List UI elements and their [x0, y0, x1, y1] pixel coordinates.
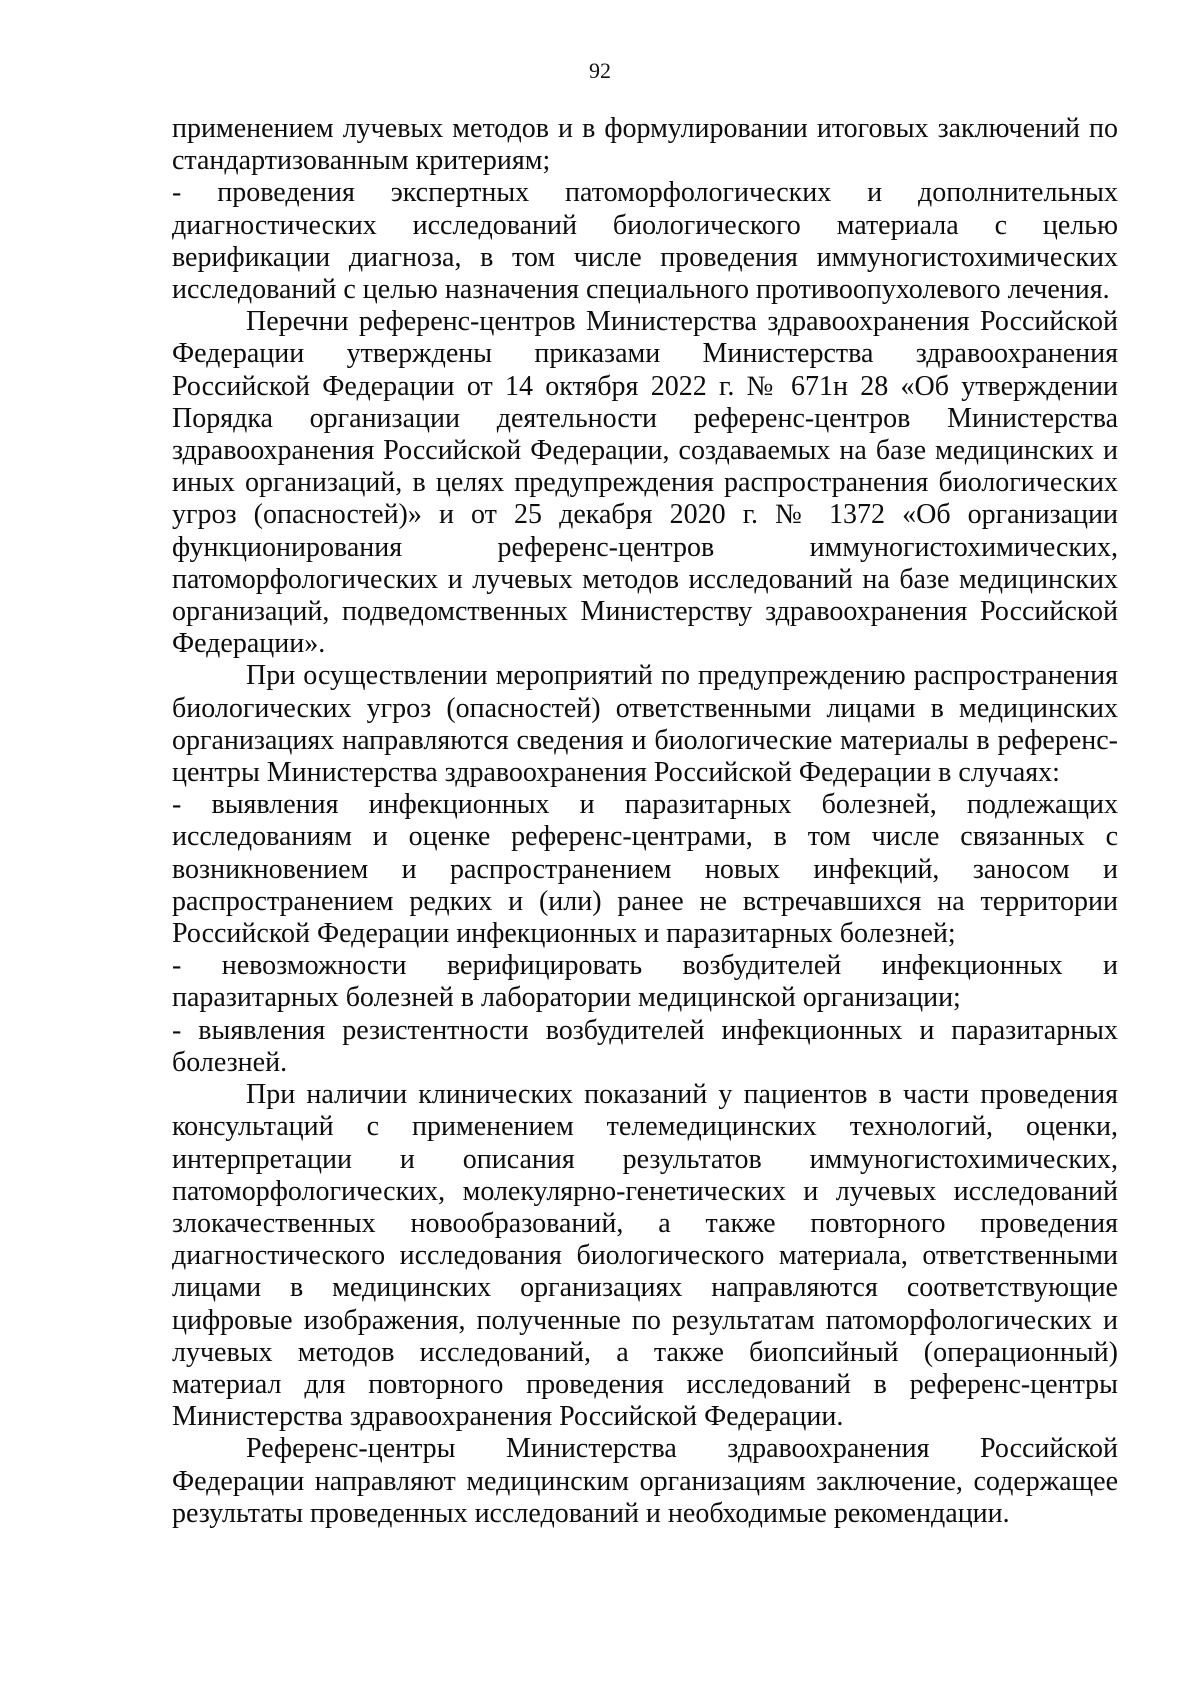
- list-item-resistance: - выявления резистентности возбудителей инфекционных и паразитарных болезней.: [172, 1014, 1118, 1078]
- list-item-verification-impossible: - невозможности верифицировать возбудителей инфекционных и паразитарных болезней в лаборатории медицинской организации;: [172, 950, 1118, 1014]
- paragraph-continuation: применением лучевых методов и в формулировании итоговых заключений по стандартизованным критериям;: [172, 113, 1118, 177]
- paragraph-conclusion: Референс-центры Министерства здравоохранения Российской Федерации направляют медицинским организациям заключение, содержащее результаты проведенных исследований и необходимые рекомендации.: [172, 1433, 1118, 1529]
- paragraph-clinical-indications: При наличии клинических показаний у пациентов в части проведения консультаций с применением телемедицинских технологий, оценки, интерпретации и описания результатов иммуногистохимических, патоморфологических, молекулярно-генетических и лучевых исследований злокачественных новообразований, а также повторного проведения диагностического исследования биологического материала, ответственными лицами в медицинских организациях направляются соответствующие цифровые изображения, полученные по результатам патоморфологических и лучевых методов исследований, а также биопсийный (операционный) материал для повторного проведения исследований в референс-центры Министерства здравоохранения Российской Федерации.: [172, 1079, 1118, 1433]
- list-item-expert-studies: - проведения экспертных патоморфологических и дополнительных диагностических исследований биологического материала с целью верификации диагноза, в том числе проведения иммуногистохимических исследований с целью назначения специального противоопухолевого лечения.: [172, 177, 1118, 306]
- paragraph-biological-threats: При осуществлении мероприятий по предупреждению распространения биологических угроз (опасностей) ответственными лицами в медицинских организациях направляются сведения и биологические материалы в референс-центры Министерства здравоохранения Российской Федерации в случаях:: [172, 660, 1118, 789]
- page-number: 92: [589, 58, 611, 83]
- paragraph-reference-center-lists: Перечни референс-центров Министерства здравоохранения Российской Федерации утверждены приказами Министерства здравоохранения Российской Федерации от 14 октября 2022 г. № 671н 28 «Об утверждении Порядка организации деятельности референс-центров Министерства здравоохранения Российской Федерации, создаваемых на базе медицинских и иных организаций, в целях предупреждения распространения биологических угроз (опасностей)» и от 25 декабря 2020 г. № 1372 «Об организации функционирования референс-центров иммуногистохимических, патоморфологических и лучевых методов исследований на базе медицинских организаций, подведомственных Министерству здравоохранения Российской Федерации».: [172, 306, 1118, 660]
- document-body: [172, 113, 1118, 1530]
- list-item-infectious-diseases: - выявления инфекционных и паразитарных болезней, подлежащих исследованиям и оценке референс-центрами, в том числе связанных с возникновением и распространением новых инфекций, заносом и распространением редких и (или) ранее не встречавшихся на территории Российской Федерации инфекционных и паразитарных болезней;: [172, 789, 1118, 950]
